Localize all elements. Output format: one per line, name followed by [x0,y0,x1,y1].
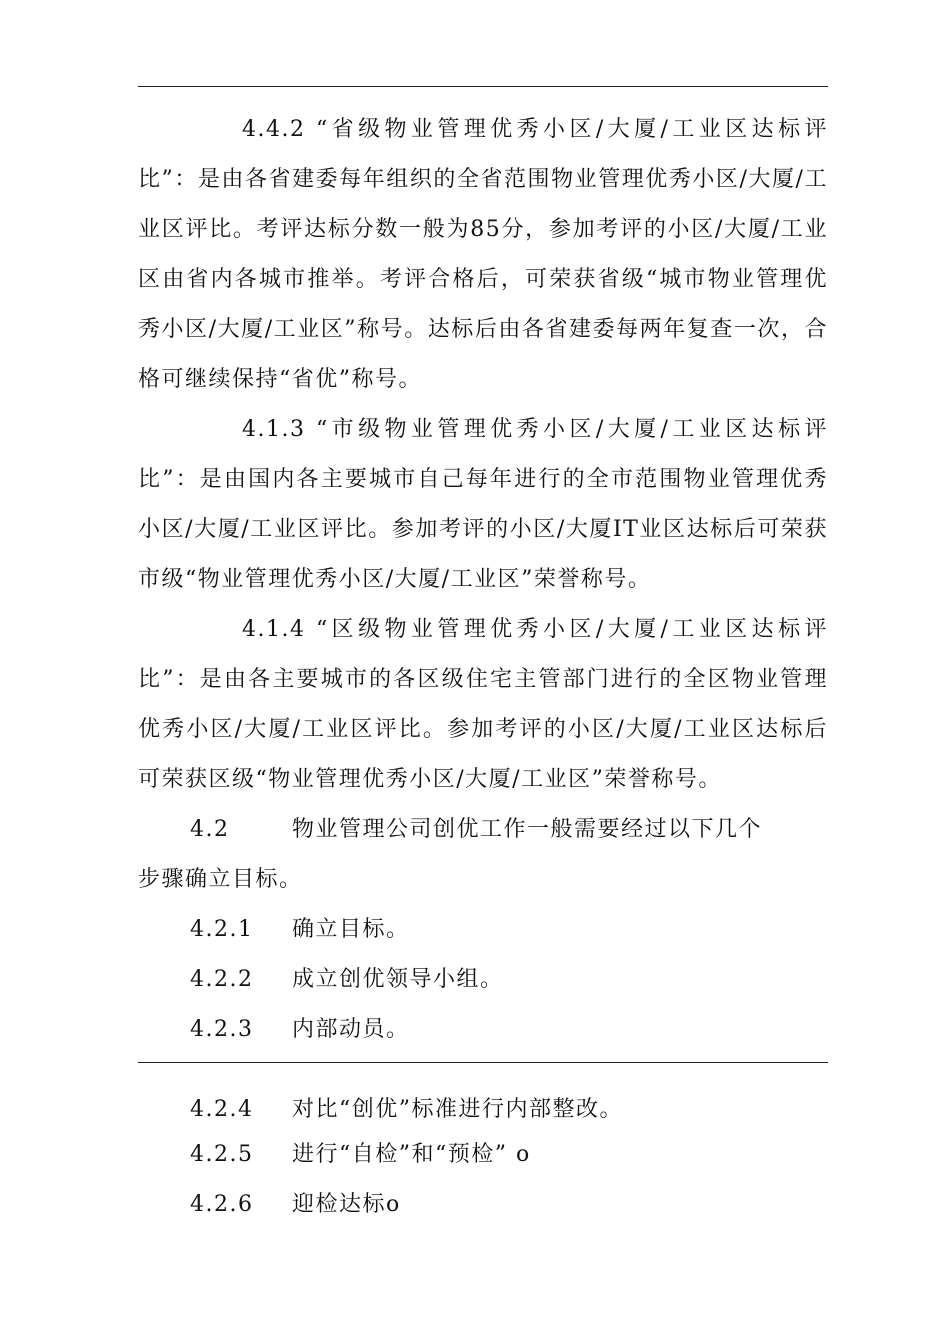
step-4-2-6 [138,1189,828,1221]
top-rule [138,86,828,87]
step-text: 成立创优领导小组。 [292,967,504,992]
paragraph-text: “市级物业管理优秀小区/大厦/工业区达标评比”：是由国内各主要城市自己每年进行的全市范围物业管理优秀小区/大厦/工业区评比。参加考评的小区/大厦IT业区达标后可荣获市级“物业管理优秀小区/大厦/工业区”荣誉称号。 [138,417,828,592]
step-number: 4.2.2 [190,967,254,992]
step-text: 迎检达标o [292,1192,401,1217]
paragraph-4-4-2 [138,105,828,405]
step-text: 对比“创优”标准进行内部整改。 [292,1097,623,1122]
step-number: 4.2.1 [190,917,254,942]
step-4-2-1 [138,914,828,946]
section-number: 4.4.2 [242,117,306,142]
step-number: 4.2.3 [190,1017,254,1042]
step-number: 4.2.4 [190,1097,254,1122]
section-4-2-line1 [138,814,828,846]
step-4-2-3 [138,1014,828,1046]
step-text: 内部动员。 [292,1017,410,1042]
page-break-rule [138,1062,828,1063]
step-text: 确立目标。 [292,917,410,942]
section-number: 4.1.4 [242,617,306,642]
section-number: 4.2 [190,817,230,842]
step-4-2-4 [138,1094,828,1126]
paragraph-text: “省级物业管理优秀小区/大厦/工业区达标评比”：是由各省建委每年组织的全省范围物业管理优秀小区/大厦/工业区评比。考评达标分数一般为85分，参加考评的小区/大厦/工业区由省内各城市推举。考评合格后，可荣获省级“城市物业管理优秀小区/大厦/工业区”称号。达标后由各省建委每两年复查一次，合格可继续保持“省优”称号。 [138,117,828,392]
section-4-2-line2 [138,864,828,896]
step-number: 4.2.5 [190,1142,254,1167]
step-4-2-5 [138,1139,828,1171]
paragraph-text: “区级物业管理优秀小区/大厦/工业区达标评比”：是由各主要城市的各区级住宅主管部门进行的全区物业管理优秀小区/大厦/工业区评比。参加考评的小区/大厦/工业区达标后可荣获区级“物业管理优秀小区/大厦/工业区”荣誉称号。 [138,617,828,792]
step-text: 进行“自检”和“预检” o [292,1142,531,1167]
paragraph-4-1-4 [138,605,828,805]
section-text: 物业管理公司创优工作一般需要经过以下几个 [292,817,763,842]
paragraph-4-1-3 [138,405,828,605]
section-number: 4.1.3 [242,417,306,442]
step-4-2-2 [138,964,828,996]
section-text-continued: 步骤确立目标。 [138,867,303,892]
step-number: 4.2.6 [190,1192,254,1217]
